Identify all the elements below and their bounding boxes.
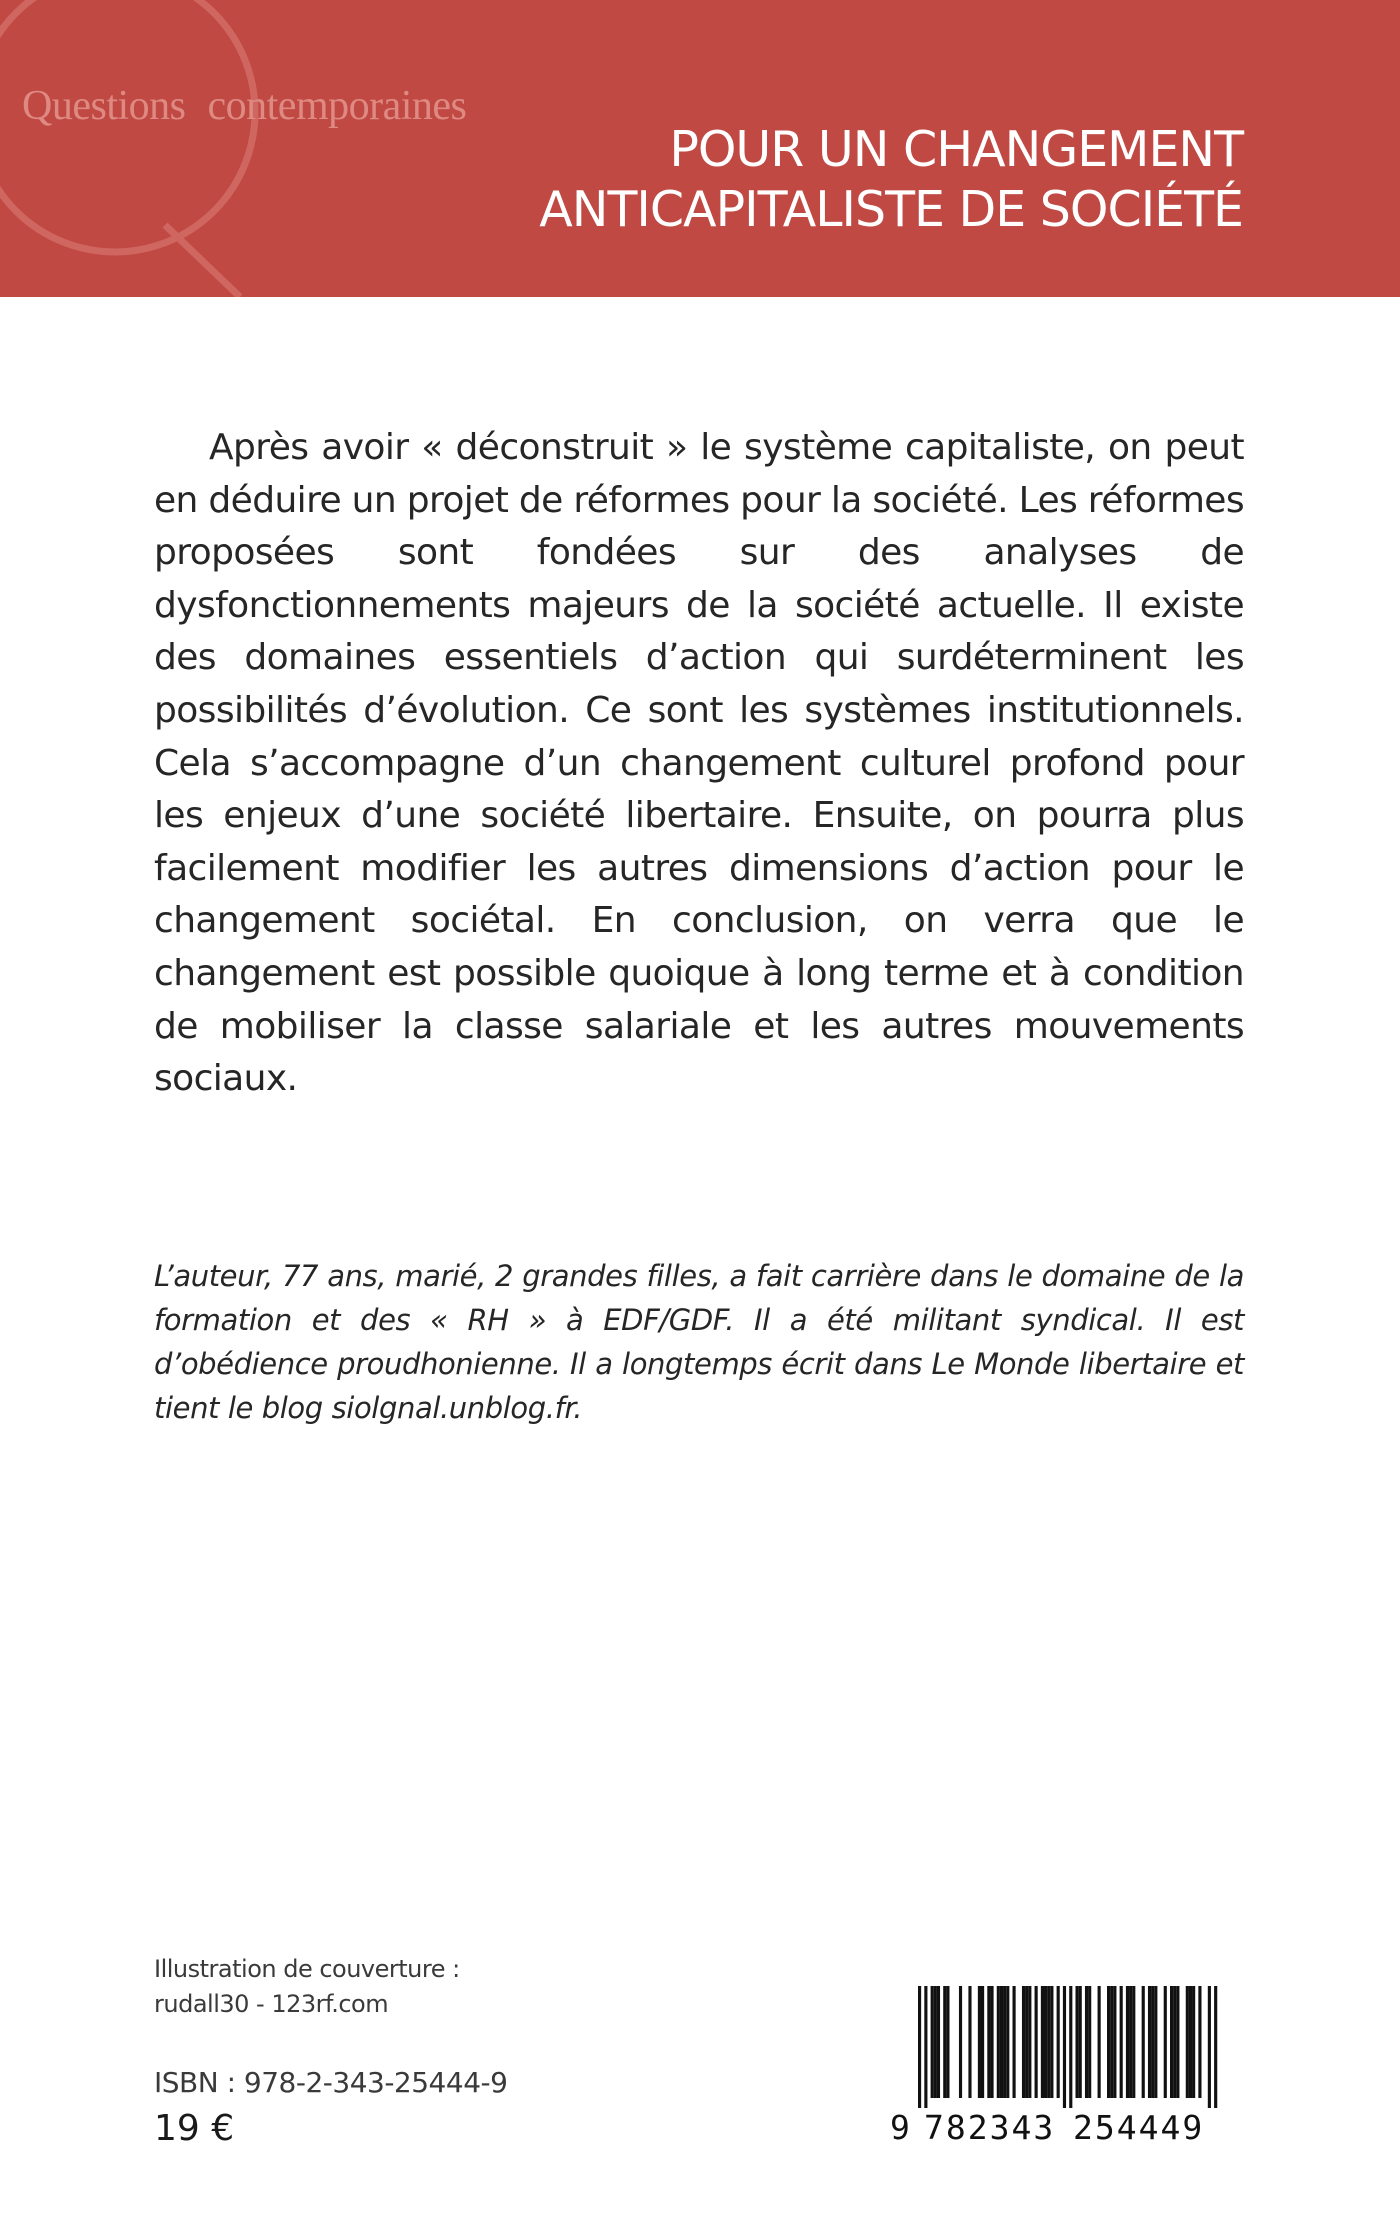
barcode-bar — [1208, 1986, 1211, 2108]
barcode-bar — [981, 1986, 984, 2098]
barcode-bar — [997, 1986, 1000, 2098]
barcode-bar — [1120, 1986, 1123, 2098]
barcode-bar — [924, 1986, 927, 2108]
barcode-bar — [1079, 1986, 1082, 2098]
barcode-bar — [1176, 1986, 1179, 2098]
barcode-bar — [1098, 1986, 1101, 2098]
illustration-credit-value: rudall30 - 123rf.com — [154, 1990, 389, 2018]
illustration-credit-label: Illustration de couverture : — [154, 1955, 460, 1983]
price: 19 € — [154, 2108, 235, 2149]
barcode-bar — [1214, 1986, 1217, 2108]
barcode-bar — [1000, 1986, 1003, 2098]
barcode-bar — [1110, 1986, 1113, 2098]
barcode-bar — [1057, 1986, 1060, 2098]
barcode-bar — [1003, 1986, 1006, 2098]
barcode-bar — [934, 1986, 937, 2098]
barcode-bar — [990, 1986, 993, 2098]
isbn-barcode — [890, 1986, 1242, 2108]
barcode-bar — [1189, 1986, 1192, 2098]
barcode-bar — [946, 1986, 949, 2098]
barcode-bar — [1041, 1986, 1044, 2098]
barcode-bar — [1025, 1986, 1028, 2098]
barcode-bar — [1164, 1986, 1167, 2098]
barcode-bar — [1151, 1986, 1154, 2098]
barcode-bar — [1006, 1986, 1009, 2098]
barcode-bar — [1063, 1986, 1066, 2108]
book-title-line1: POUR UN CHANGEMENT — [669, 121, 1243, 178]
barcode-bar — [1148, 1986, 1151, 2098]
barcode-bar — [1050, 1986, 1053, 2098]
isbn: ISBN : 978-2-343-25444-9 — [154, 2066, 508, 2099]
barcode-bar — [1186, 1986, 1189, 2098]
book-title-line2: ANTICAPITALISTE DE SOCIÉTÉ — [539, 181, 1243, 238]
barcode-bar — [1028, 1986, 1031, 2098]
barcode-bar — [1076, 1986, 1079, 2098]
barcode-bar — [1173, 1986, 1176, 2098]
barcode-bar — [978, 1986, 981, 2098]
barcode-bar — [918, 1986, 921, 2108]
barcode-digit-lead: 9 — [890, 2108, 910, 2147]
barcode-bar — [1142, 1986, 1145, 2098]
barcode-bar — [1113, 1986, 1116, 2098]
barcode-bar — [1088, 1986, 1091, 2098]
barcode-bar — [1085, 1986, 1088, 2098]
barcode-bar — [1069, 1986, 1072, 2108]
barcode-bar — [959, 1986, 962, 2098]
barcode-bar — [943, 1986, 946, 2098]
barcode-bar — [1198, 1986, 1201, 2098]
barcode-bar — [1192, 1986, 1195, 2098]
series-name-word2: contemporaines — [207, 83, 467, 129]
barcode-bar — [1129, 1986, 1132, 2098]
barcode-bar — [1013, 1986, 1016, 2098]
barcode-bar — [1022, 1986, 1025, 2098]
back-cover-blurb: Après avoir « déconstruit » le système capitaliste, on peut en déduire un projet de réformes pour la société. Les réformes proposées sont fondées sur des analyses de dysfonctionnements majeurs de la société actuelle. Il existe des domaines essentiels d’action qui surdéterminent les possibilités d’évolution. Ce sont les systèmes institutionnels. Cela s’accompagne d’un changement culturel profond pour les enjeux d’une société libertaire. Ensuite, on pourra plus facilement modifier les autres dimensions d’action pour le changement sociétal. En conclusion, on verra que le changement est possible quoique à long terme et à condition de mobiliser la classe salariale et les autres mouvements sociaux. — [154, 427, 1244, 1100]
barcode-bar — [1035, 1986, 1038, 2098]
barcode-bar — [1170, 1986, 1173, 2098]
barcode-bar — [937, 1986, 940, 2098]
barcode-bar — [1044, 1986, 1047, 2098]
author-bio: L’auteur, 77 ans, marié, 2 grandes filles, a fait carrière dans le domaine de la formation et des « RH » à EDF/GDF. Il a été militant syndical. Il est d’obédience proudhonienne. Il a longtemps écrit dans Le Monde libertaire et tient le blog siolgnal.unblog.fr. — [154, 1259, 1244, 1425]
barcode-bar — [987, 1986, 990, 2098]
series-name — [22, 82, 466, 130]
series-q-logo-icon — [0, 0, 320, 297]
barcode-bar — [931, 1986, 934, 2098]
book-title — [539, 120, 1243, 240]
barcode-bar — [968, 1986, 971, 2098]
barcode-bar — [1047, 1986, 1050, 2098]
header-band — [0, 0, 1400, 297]
barcode-bar — [1154, 1986, 1157, 2098]
barcode-bar — [1132, 1986, 1135, 2098]
barcode-digits-left: 782343 — [924, 2108, 1056, 2147]
barcode-bar — [1126, 1986, 1129, 2098]
barcode-bar — [1107, 1986, 1110, 2098]
series-name-word1: Questions — [22, 83, 186, 129]
barcode-digits-right: 254449 — [1073, 2108, 1205, 2147]
